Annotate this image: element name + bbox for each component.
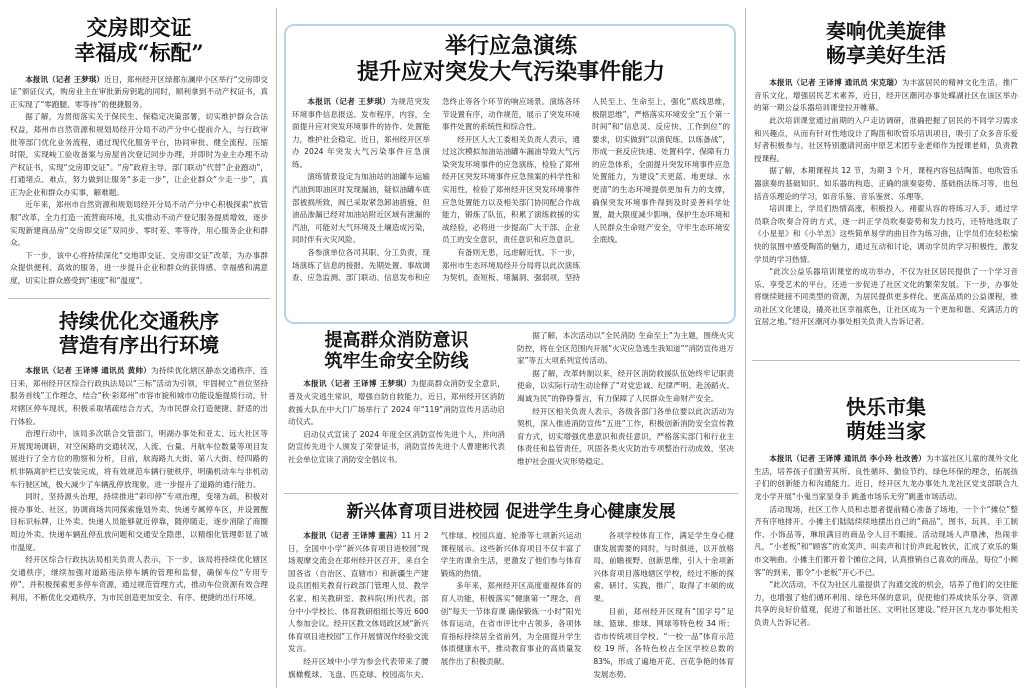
- headline: 提高群众消防意识 筑牢生命安全防线: [324, 330, 469, 373]
- byline: 本报讯（记者 王梦琪）: [25, 74, 105, 84]
- column-rule: [745, 8, 746, 688]
- article-body: 本报讯（记者 王梦琪）近日，郑州经开区绿都东澜岸小区举行“交房即交证”颁证仪式，购房业主在审批新房钥匙的同时，顺利拿到不动产权证书，真正实现了“零跑腿、零等待”的便捷服务。 据了解，为贯彻落实关于保民生、保稳定决策部署，切实维护群众合法权益，郑州市自然资源和规划局经开分局不动产分中心提前介入，与行政审批等部门优化业务流程，通过现代化服务平台，协同审批、健全流程、压缩时限，实现峻工验收备案与房屋首次登记同步办理，并即时为业主办理不动产权证书，实现“交房即交证”。“房”政府主导、部门联动“代替”企业跑动”，打通堵点、难点，努力做到让服务“多走一步”，让企业群众“少走一步”，真正为企业和群众办实事，解难题。 近年来，郑州市自然资源和规划局经开分局不动产分中心积极探索“放管服”改革，全力打造一流营商环境，扎实推动不动产登记服务提质增效，逐步实现新建商品房“交房即交证”双同步、零时差、零等待，用心服务企业和群众。 下一步，该中心将持续深化“交地即交证、交房即交证”改革，为办事群众提供便利、高效的服务，进一步提升企业和群众的获得感、幸福感和满意度，切实让群众感受到“速度”和“温度”。: [10, 74, 268, 286]
- headline: 持续优化交通秩序 营造有序出行环境: [59, 309, 219, 357]
- byline: 本报讯（记者 王译博 通讯员 黄帅）: [25, 366, 151, 376]
- byline: 本报讯（记者 王译博 通讯员 李小玲 杜改善）: [769, 454, 926, 464]
- article-music: [754, 8, 1018, 356]
- section-rule: [752, 360, 1020, 361]
- headline: 奏响优美旋律 畅享美好生活: [826, 19, 946, 67]
- headline: 交房即交证 幸福成“标配”: [74, 15, 204, 65]
- article-housing: [10, 8, 268, 294]
- article-flea-market: [754, 366, 1018, 688]
- headline: 快乐市集 萌娃当家: [846, 395, 926, 443]
- section-rule: [284, 493, 738, 494]
- column-rule: [276, 8, 277, 688]
- article-sports: [288, 498, 734, 688]
- article-body: 本报讯（记者 王译博 董茜）11 月 2 日，全国中小学“新兴体育项目进校园”现场观摩交流会在郑州经开区召开，来自全国各省（自治区、直辖市）和新疆生产建设兵团相关教育行政部门管理人员、教学名家、相关教研室、教科院(所)代表，部分中小学校长、体育教研组组长等近 600 人参加会议。经开区教文体局政区域“新兴体育项目进校园”工作开展情况作经验交流发言。 经开区域中小学为参会代表带来了腰旗橄榄球、飞盘、匹克球、校园高尔夫、气排球、校园兵道、轮滑等七项新兴运动课程展示。这些新兴体育项目不仅丰富了学生的课余生活，更激发了他们参与体育锻炼的热情。 多年来，郑州经开区高度重视体育的育人功能，积极落实“健康第一”理念，首创“每天一节体育课 确保锻炼一小时”阳光体育运动，在省市评比中占领多，各项体育指标持续居全省前列，为全面提升学生体质健康水平，推动教育事业的高质量发展作出了积极贡献。 各项学校体育工作，满足学生身心健康发展需要的同时，与时俱进，以开放格局、前瞻视野、创新思维，引入十余项新兴体育项目落地辖区学校，经过不断的探索、研讨、实践，推广，取得了丰硕的成果。 目前，郑州经开区现有“国字号”足球、篮球、排球、网球等特色校 34 所；省市传统项目学校、“一校一品”体育示范校 19 所，各特色校占全区学校总数的 83%，形成了遍地开花、百花争艳的体育发展态势。: [288, 531, 734, 679]
- article-body: 本报讯（记者 王译博 王梦琪）为提高群众消防安全意识，普及火灾逃生常识，增强自防自救能力，近日，郑州经开区消防救援大队在中大门广场举行了 2024 年“119”消防宣传月活动启动仪式。 启动仪式宣读了 2024 年度全区消防宣传先进个人，并向消防宣传先进个人颁发了荣誉证书，消防宣传先进个人曹建彬代表社会单位宣读了消防安全倡议书。 据了解，本次活动以“全民消防 生命至上”为主题，围绕火灾防控，将在全区范围内开展“火灾应急逃生我知道”“消防宣传进万家”等五大项系列宣传活动。 据了解，改革转制以来，经开区消防救援队伍始终牢记职责使命，以实际行动生动诠释了“对党忠诚、纪律严明、赴汤蹈火、竭诚为民”的铮铮誓言，有力保障了人民群众生命财产安全。 经开区相关负责人表示，各级各部门各单位要以此次活动为契机，深入推进消防宣传“五进”工作，积极创新消防安全宣传教育方式，切实增强优患意识和责任意识，严格落实部门和行业主体责任和监管责任，巩固各类火灾防治专项整治行动成效，坚决维护社会面火灾形势稳定。: [288, 331, 734, 466]
- byline: 本报讯（记者 王译博 董茜）: [303, 531, 402, 541]
- article-fire-safety: [288, 330, 734, 488]
- headline: 新兴体育项目进校园 促进学生身心健康发展: [346, 502, 676, 522]
- byline: 本报讯（记者 王梦琪）: [307, 96, 391, 106]
- article-body: 本报讯（记者 王译博 通讯员 黄帅）为持续优化辖区静态交通秩序，连日来，郑州经开区综合行政执法局以“三标”活动为引领，牢固树立“首位坚持 服务首线”工作理念，结合“秋·彩郑州”市容市貌和城市功能设施提质行动，针对辖区停车现状，积极采取堵疏结合方式，为市民群众打造便捷、舒适的出行体验。 治理行动中，该局多次联合交管部门，明湖办事处和亚太、远大社区等开展现场调研，对空闲路的交通状况，人流、台量、月航车位数量等项目发展进行了全方位的勘察和分析，目前，航海路九大街、第八大街、经四路的机非隔离护栏已安装完成，将有效规范车辆行驶秩序，明确机动车与非机动车行驶区域，极大减少了车辆乱停放现象，进一步提升了道路的通行能力。 同时，坚持源头治理，持续推进“彩印停”专项治理，变堵为疏，积极对接办事处、社区，协调商场共同探索施划外卖、快递专属停车区，并设置醒目标识标牌，让外卖、快递人员能够就近停靠，随停随走，逐步消除了商圈周边外卖、快递车辆乱停乱放问题和交通安全隐患，以精细化管理彰显了城市温度。 经开区综合行政执法局相关负责人表示，下一步，该局将持续优化辖区交通秩序，继续加强对道路违法停车辆的管理和监督，确保车位“专用专停”，并积极探索更多停车资源，通过规范管理方式，推动车位资源有效合理利用，不断优化交通秩序，为市民创造更加安全、有序、便捷的出行环境。: [10, 366, 268, 602]
- section-rule: [8, 298, 270, 299]
- article-body: 本报讯（记者 王译博 通讯员 李小玲 杜改善）为丰富社区儿童的课外文化生活，培养孩子们勤劳其所、良性循环、勤俭节约、绿色环保的理念，拓展孩子们的创新能力和沟通能力。近日，经开区九龙办事处九龙社区党支部联合九龙小学开展“小鬼当家显身手 跳蚤市场乐无穷”跳蚤市场活动。 活动现场，社区工作人员和志愿者提前精心准备了场地，一个个“摊位”整齐有序地排开。小摊主们陆陆续续地摆出自己的“商品”，图书、玩具、手工制作、小饰品等，琳琅满目的商品令人目不暇接。活动现场人声鼎沸，热闹非凡，“小老板”和“顾客”的欢笑声、叫卖声和讨价声此起彼伏，汇成了欢乐的集市交响曲。小摊主们都开着个摊位之间，认真推销自己喜欢的商品，每位“小顾客”的到来，都令“小老板”开心不已。 “此次活动，不仅为社区儿童提供了沟通交流的机会，培养了他们的交往能力，也增强了他们循环利用、绿色环保的意识，促使他们养成快乐分享、资源共享的良好价值观，促进了和谐社区、文明社区建设。”经开区九龙办事处相关负责人告诉记者。: [754, 454, 1018, 627]
- article-traffic: [10, 304, 268, 688]
- headline: 举行应急演练 提升应对突发大气污染事件能力: [356, 33, 665, 85]
- byline: 本报讯（记者 王译博 通讯员 宋克瑞）: [769, 78, 902, 88]
- article-emergency-drill: [292, 30, 730, 320]
- article-body: 本报讯（记者 王梦琪）为规范突发环境事件信息报送、发布程序，内容，全面提升应对突发环境事件的协作、处置能力，维护社会稳定。近日，郑州经开区举办 2024 年突发大气污染事件应急演练。 演练情景设定为加油站的油罐车运输汽油到即油区时发现漏油，疑似油罐车底部被损所致，阀已采取紧急卸油措施，但油品渗漏已经对加油站附近区域有泄漏的汽油，可能对大气环境及土壤造成污染，同时伴有火灾风险。 各参演单位各司其职、分工负责，现场演练了信息的接报、先期处置、事故调查、应急监测、部门联动、信息发布和应急终止等各个环节的响应场景。演练各环节设置有序，动作规范，展示了突发环境事件处置的系统性和综合性。 经开区人大工委相关负责人表示，通过这次模拟加油站油罐车漏油导致大气污染突发环境事件的应急演练，检验了郑州经开区突发环境事件应急预案的科学性和实用性，检验了郑州经开区突发环境事件应急处置能力以及相关部门协同配合作战能力，锻炼了队伍，积累了演练救援的实战经验，必将进一步提高广大干部、企业员工的安全意识，责任意识和应急意识。 有备则无患，远虑解近忧。下一步，郑州市生态环境局经开分局将以此次演练为契机，查短板、堵漏洞、强弱项，坚持人民至上、生命至上，强化“底线思维，极限思维”，严格落实环境安全“五个第一时间”和“信息灵、反应快、工作到位”的要求，切实做到“以演促练、以练备战”，形成一套反应快速、处置科学、保障有力的应急体系，全面提升突发环境事件应急处置能力，为建设“天更蓝、地更绿、水更清”的生态环境提供更加有力的支撑，确保突发环境事件得到及时妥善科学处置，最大限度减少影响，保护生态环境和人民群众生命财产安全，守牢生态环境安全底线。: [292, 96, 730, 283]
- byline: 本报讯（记者 王译博 王梦琪）: [303, 379, 412, 389]
- article-body: 本报讯（记者 王译博 通讯员 宋克瑞）为丰富居民的精神文化生活，推广音乐文化，增强居民艺术素养，近日，经开区潮河办事处蝶湖社区在该区举办的第一期公益乐器培训课堂拉开帷幕。 此次培训课堂通过前期的入户走访调研，准确把握了居民的不同学习需求和兴趣点，从而有针对性地设计了陶笛和吹管乐培训项目，吸引了众多音乐爱好者积极参与。社区特别邀请河南中原艺术团专业老师作为授课老师，负责教授课程。 据了解，本期课程共 12 节，为期 3 个月，课程内容包括陶笛、电吹管乐器演奏的基础知识、如乐器的构造、正确的演奏姿势、基础指法练习等，也包括音乐理论的学习，如音乐鉴、音乐鉴赏、乐理等。 培训课上，学员们热情高涨，积极投入。褚翟从容的将练习入手，通过学员联合吹奏合符的方式，逐一纠正学员吹奏姿势和发力技巧，还特地选取了《小星星》和《小羊羔》这些简单易学的曲目作为练习曲，让学员们在轻松愉快的氛围中感受陶笛的魅力，通过互动和讨论，调动学员的学习积极性，激发学员的学习热情。 “此次公益乐器培训课堂的成功举办，不仅为社区居民提供了一个学习音乐、享受艺术的平台，还进一步促进了社区文化的繁荣发展。下一步，办事处将继续链接不同类型的资源，为居民提供更多样化、更高品质的公益课程，推动社区文化建设，撬亮社区幸福底色，让社区成为一个更加和谐、充满活力的宜居之地。”经开区潮河办事处相关负责人告诉记者。: [754, 78, 1018, 327]
